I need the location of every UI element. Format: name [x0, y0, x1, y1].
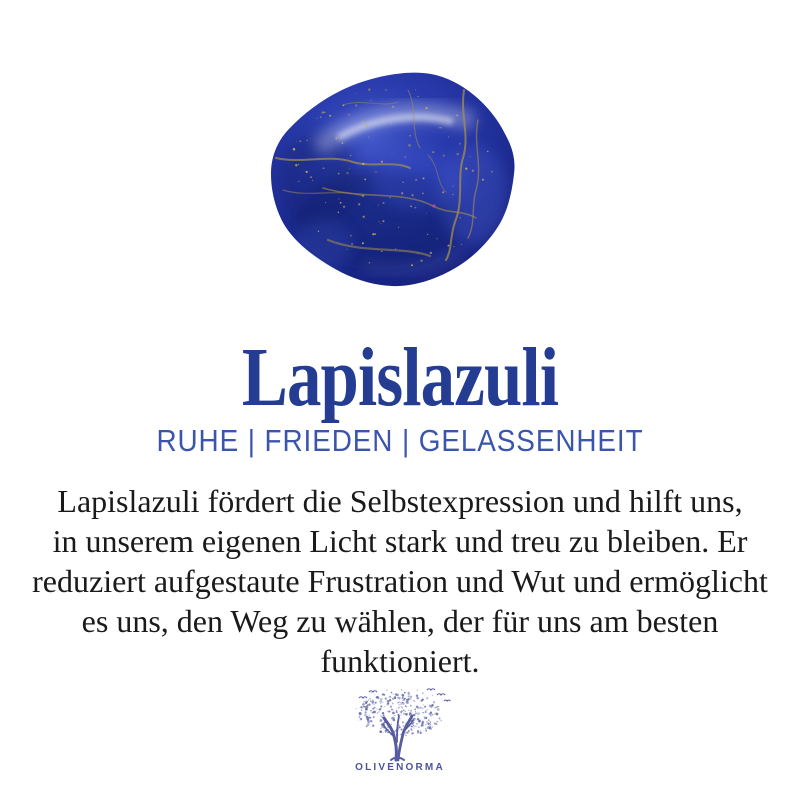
sparkle-detail	[432, 204, 435, 207]
brand-name: OLIVENORMA	[355, 762, 445, 773]
page-title: Lapislazuli	[241, 331, 559, 424]
olive-tree-logo-icon	[343, 686, 457, 762]
subtitle-keywords: RUHE | FRIEDEN | GELASSENHEIT	[156, 423, 644, 458]
description-paragraph	[0, 481, 800, 681]
description-line: reduziert aufgestaute Frustration und Wut und ermöglicht	[32, 563, 768, 599]
description-line: es uns, den Weg zu wählen, der für uns am besten	[81, 603, 719, 639]
description-line: in unserem eigenen Licht stark und treu zu bleiben. Er	[52, 523, 748, 559]
lapis-stone-image	[268, 60, 518, 292]
lapis-stone-photo	[268, 60, 518, 292]
description-line: Lapislazuli fördert die Selbstexpression und hilft uns,	[57, 483, 743, 519]
tree-trunk	[383, 716, 413, 760]
description-line: funktioniert.	[320, 643, 480, 679]
